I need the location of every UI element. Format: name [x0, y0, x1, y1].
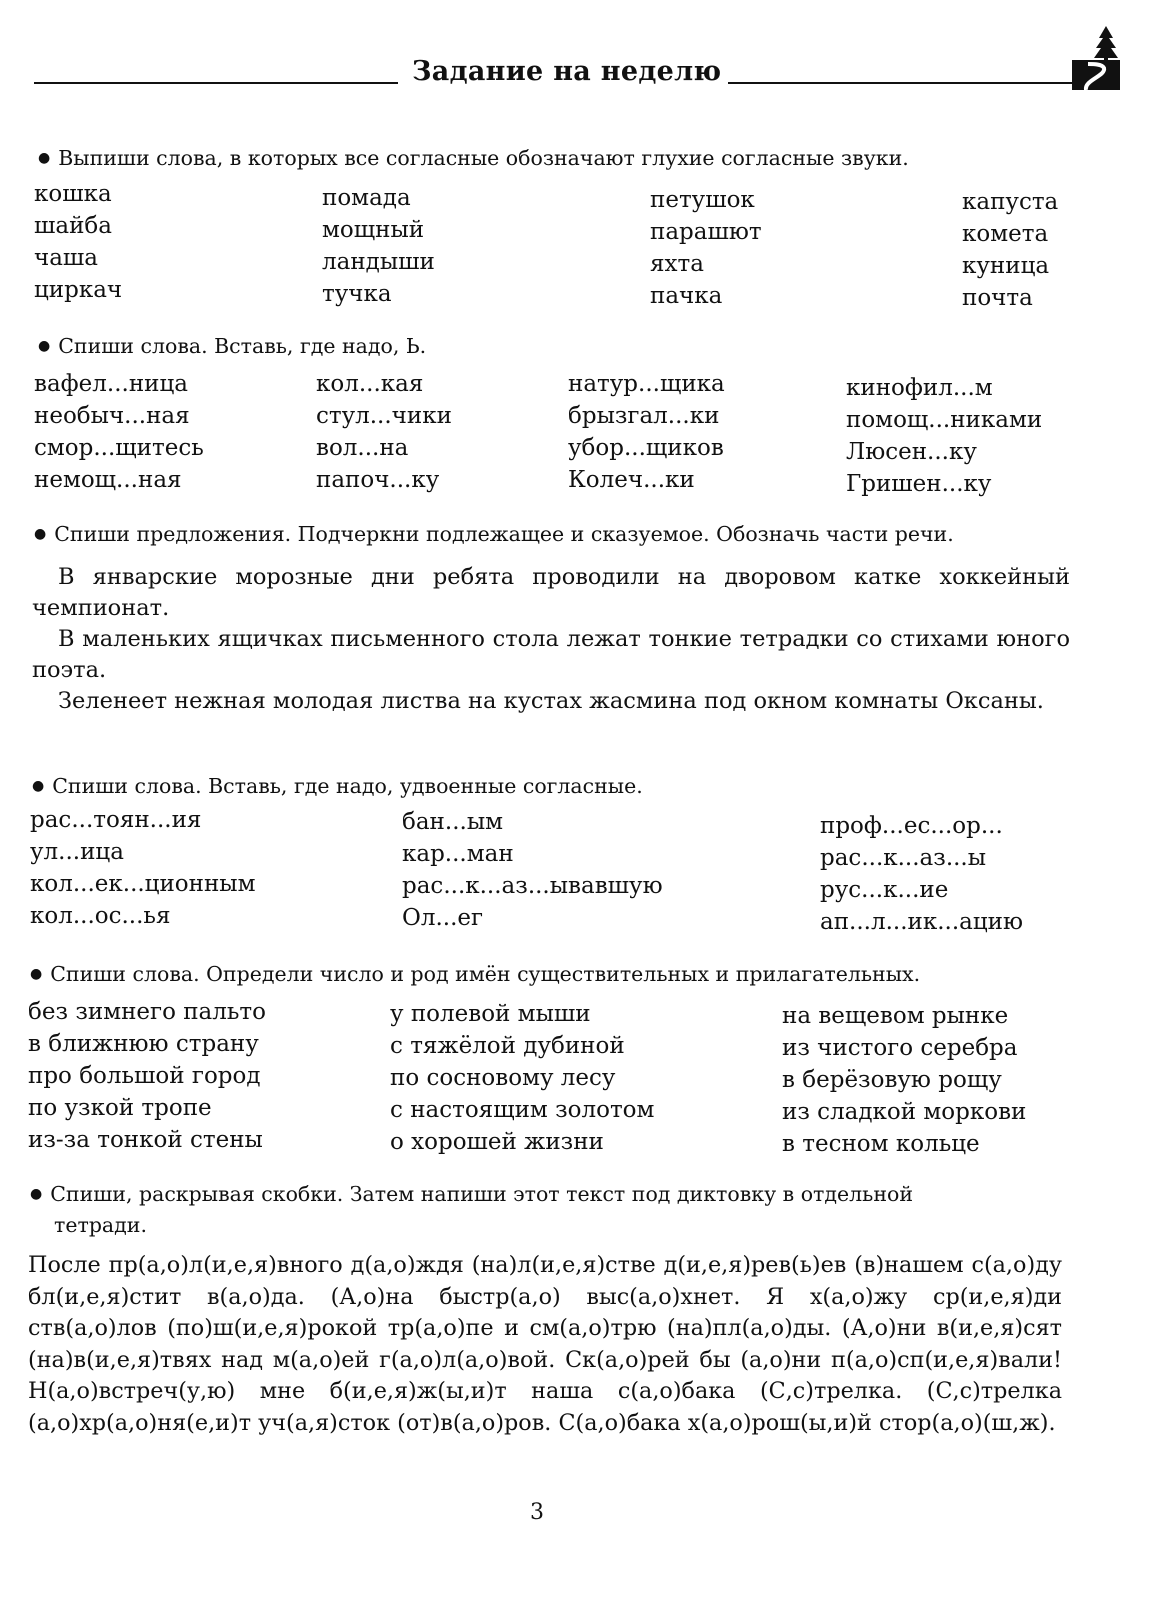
- word-column: [34, 368, 204, 496]
- word-column: [650, 184, 762, 312]
- phrase-column: [28, 996, 266, 1156]
- word: кол...ос...ья: [30, 903, 171, 929]
- dictation-paragraph: После пр(а,о)л(и,е,я)вного д(а,о)ждя (на)л(и,е,я)стве д(и,е,я)рев(ь)ев (в)нашем с(а,о)ду бл(и,е,я)стит в(а,о)да. (А,о)на быстр(а,о) выс(а,о)хнет. Я х(а,о)жу ср(и,е,я)ди ств(а,о)лов (по)ш(и,е,я)рокой тр(а,о)пе и см(а,о)трю (на)пл(а,о)ды. (А,о)ни в(и,е,я)сят (на)в(и,е,я)твях над м(а,о)ей г(а,о)л(а,о)вой. Ск(а,о)рей бы (а,о)ни п(а,о)сп(и,е,я)вали! Н(а,о)встреч(у,ю) мне б(и,е,я)ж(ы,и)т наша с(а,о)бака (С,с)трелка. (С,с)трелка (а,о)хр(а,о)ня(е,и)т уч(а,я)сток (от)в(а,о)ров. С(а,о)бака х(а,о)рош(ы,и)й стор(а,о)(ш,ж).: [28, 1252, 1062, 1436]
- word: убор...щиков: [568, 435, 724, 461]
- word: рас...к...аз...ывавшую: [402, 873, 663, 899]
- task-6-instruction: ● Спиши, раскрывая скобки. Затем напиши этот текст под диктовку в отдельной тетради.: [30, 1182, 913, 1237]
- phrase: по сосновому лесу: [390, 1065, 616, 1091]
- word: парашют: [650, 219, 762, 245]
- word: чаша: [34, 245, 99, 271]
- word: пачка: [650, 283, 723, 309]
- word: рус...к...ие: [820, 877, 949, 903]
- bullet-icon: ●: [38, 150, 51, 166]
- word-column: [846, 372, 1042, 500]
- phrase: в берёзовую рощу: [782, 1067, 1002, 1093]
- word: яхта: [650, 251, 704, 277]
- phrase: из сладкой моркови: [782, 1099, 1027, 1125]
- word: шайба: [34, 213, 112, 239]
- word-column: [316, 368, 452, 496]
- phrase: про большой город: [28, 1063, 261, 1089]
- word: проф...ес...ор...: [820, 813, 1003, 839]
- word: кошка: [34, 181, 112, 207]
- word: необыч...ная: [34, 403, 190, 429]
- task-4-instruction: ● Спиши слова. Вставь, где надо, удвоенные согласные.: [32, 774, 643, 798]
- sentence: В январские морозные дни ребята проводили на дворовом катке хоккейный чемпионат.: [32, 564, 1070, 621]
- task-2-word-columns: [34, 368, 1114, 498]
- phrase: на вещевом рынке: [782, 1003, 1009, 1029]
- sentence: В маленьких ящичках письменного стола лежат тонкие тетрадки со стихами юного поэта.: [32, 626, 1070, 683]
- word: натур...щика: [568, 371, 725, 397]
- word: ландыши: [322, 249, 435, 275]
- phrase: по узкой тропе: [28, 1095, 212, 1121]
- word: тучка: [322, 281, 392, 307]
- word: кол...кая: [316, 371, 424, 397]
- word: ап...л...ик...ацию: [820, 909, 1024, 935]
- word: мощный: [322, 217, 425, 243]
- phrase: из чистого серебра: [782, 1035, 1018, 1061]
- word: Ол...ег: [402, 905, 484, 931]
- phrase-column: [390, 998, 654, 1158]
- phrase: у полевой мыши: [390, 1001, 591, 1027]
- word: кинофил...м: [846, 375, 993, 401]
- header-rule-left: [34, 82, 398, 84]
- task-5-phrase-columns: [28, 996, 1108, 1160]
- task-3-instruction: ● Спиши предложения. Подчеркни подлежащее и сказуемое. Обозначь части речи.: [34, 522, 954, 546]
- word: куница: [962, 253, 1050, 279]
- word: Колеч...ки: [568, 467, 695, 493]
- task-3-sentences: [32, 562, 1070, 717]
- phrase: в тесном кольце: [782, 1131, 980, 1157]
- phrase: о хорошей жизни: [390, 1129, 604, 1155]
- word: папоч...ку: [316, 467, 440, 493]
- word: кар...ман: [402, 841, 514, 867]
- word-column: [402, 806, 663, 934]
- task-5-instruction: ● Спиши слова. Определи число и род имён существительных и прилагательных.: [30, 962, 921, 986]
- word: почта: [962, 285, 1033, 311]
- word: бан...ым: [402, 809, 504, 835]
- word: комета: [962, 221, 1049, 247]
- bullet-icon: ●: [30, 966, 43, 982]
- phrase: в ближнюю страну: [28, 1031, 259, 1057]
- word: смор...щитесь: [34, 435, 204, 461]
- page-number: 3: [530, 1500, 544, 1525]
- phrase-column: [782, 1000, 1026, 1160]
- word: помада: [322, 185, 411, 211]
- sentence: Зеленеет нежная молодая листва на кустах жасмина под окном комнаты Оксаны.: [58, 688, 1044, 714]
- page-header: [34, 52, 1114, 92]
- word-column: [34, 178, 122, 306]
- word: Гришен...ку: [846, 471, 992, 497]
- word-column: [568, 368, 725, 496]
- word: ул...ица: [30, 839, 124, 865]
- word: стул...чики: [316, 403, 452, 429]
- word: циркач: [34, 277, 123, 303]
- page-title: Задание на неделю: [412, 56, 722, 87]
- task-6-dictation-text: [28, 1250, 1062, 1439]
- word: брызгал...ки: [568, 403, 720, 429]
- word: рас...к...аз...ы: [820, 845, 987, 871]
- task-1-instruction: ● Выпиши слова, в которых все согласные обозначают глухие согласные звуки.: [38, 146, 909, 170]
- word: немощ...ная: [34, 467, 182, 493]
- word: кол...ек...ционным: [30, 871, 256, 897]
- task-1-word-columns: [34, 178, 1094, 311]
- task-4-word-columns: [30, 804, 1110, 936]
- word-column: [322, 182, 435, 310]
- phrase: из-за тонкой стены: [28, 1127, 263, 1153]
- word-column: [962, 186, 1058, 314]
- word: рас...тоян...ия: [30, 807, 202, 833]
- bullet-icon: ●: [34, 526, 47, 542]
- bullet-icon: ●: [38, 338, 51, 354]
- phrase: без зимнего пальто: [28, 999, 266, 1025]
- phrase: с настоящим золотом: [390, 1097, 655, 1123]
- word: вафел...ница: [34, 371, 188, 397]
- header-rule-right: [728, 82, 1104, 84]
- word-column: [820, 810, 1023, 938]
- bullet-icon: ●: [30, 1186, 43, 1202]
- bullet-icon: ●: [32, 778, 45, 794]
- word: петушок: [650, 187, 755, 213]
- phrase: с тяжёлой дубиной: [390, 1033, 625, 1059]
- task-2-instruction: ● Спиши слова. Вставь, где надо, Ь.: [38, 334, 427, 358]
- word: Люсен...ку: [846, 439, 977, 465]
- word: вол...на: [316, 435, 409, 461]
- word-column: [30, 804, 256, 932]
- word: капуста: [962, 189, 1059, 215]
- road-tree-icon: [1066, 24, 1126, 94]
- word: помощ...никами: [846, 407, 1043, 433]
